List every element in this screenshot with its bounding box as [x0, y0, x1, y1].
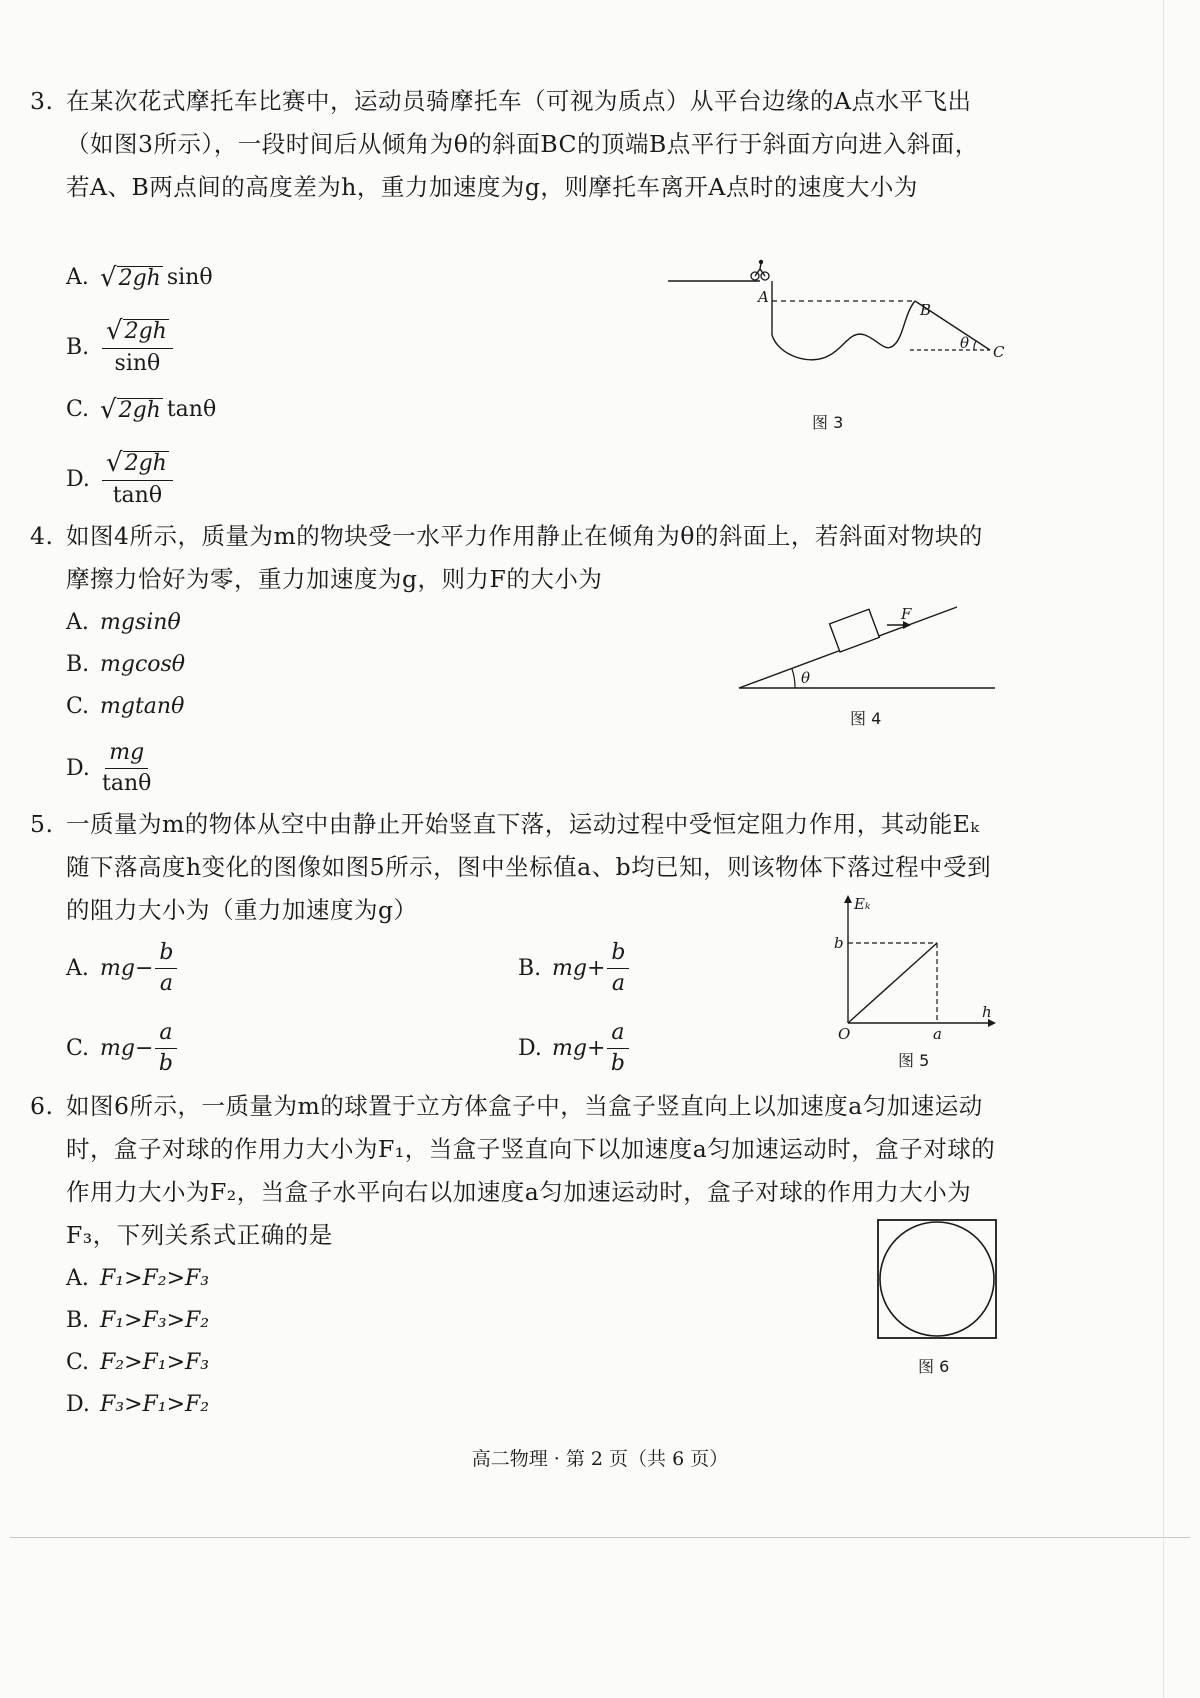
fraction: $\frac{b}{a}$ [155, 940, 177, 997]
fraction: √ 2gh sinθ [102, 318, 173, 377]
figure-5-graph [820, 893, 1000, 1043]
ek-line [848, 943, 937, 1023]
option-c: C. mg− $\frac{a}{b}$ [66, 1020, 179, 1077]
option-b: B. mg+ $\frac{b}{a}$ [518, 940, 631, 997]
fraction: √ 2gh tanθ [102, 450, 173, 509]
question-stem: 如图4所示，质量为m的物块受一水平力作用静止在倾角为θ的斜面上，若斜面对物块的摩擦力恰好为零，重力加速度为g，则力F的大小为 [66, 522, 983, 593]
option-c: C. √ 2gh tanθ [66, 395, 217, 425]
terrain-curve [772, 281, 915, 360]
question-3 [30, 80, 1000, 209]
figure-4-diagram [735, 595, 1005, 695]
fraction: $\frac{mg}{\tan\theta}$ [102, 740, 152, 796]
question-stem: 一质量为m的物体从空中由静止开始竖直下落，运动过程中受恒定阻力作用，其动能Eₖ随下落高度h变化的图像如图5所示，图中坐标值a、b均已知，则该物体下落过程中受到的阻力大小为（重力加速度为g） [66, 810, 992, 924]
figure-6-caption: 图 6 [918, 1357, 950, 1376]
fraction: $\frac{a}{b}$ [155, 1020, 176, 1077]
option-d: D. $\frac{mg}{\tan\theta}$ [66, 740, 152, 796]
fraction: $\frac{a}{b}$ [607, 1020, 628, 1077]
question-stem: 如图6所示，一质量为m的球置于立方体盒子中，当盒子竖直向上以加速度a匀加速运动时，盒子对球的作用力大小为F₁，当盒子竖直向下以加速度a匀加速运动时，盒子对球的作用力大小为F₂，当盒子水平向右以加速度a匀加速运动时，盒子对球的作用力大小为F₃，下列关系式正确的是 [66, 1092, 996, 1249]
fraction: $\frac{b}{a}$ [607, 940, 629, 997]
ball [880, 1222, 994, 1336]
motorcycle-icon [751, 260, 769, 280]
y-axis-arrow-icon [844, 895, 852, 903]
y-axis-label: Eₖ [854, 895, 871, 913]
option-b: B. mgcosθ [66, 652, 186, 677]
point-a-label: A [758, 288, 769, 306]
option-b: B. F₁>F₃>F₂ [66, 1308, 210, 1333]
option-a: A. mgsinθ [66, 610, 181, 635]
figure-5-caption: 图 5 [898, 1051, 930, 1070]
figure-3-caption: 图 3 [812, 413, 844, 432]
option-c: C. F₂>F₁>F₃ [66, 1350, 210, 1375]
question-number: 4. [30, 522, 54, 550]
option-a: A. F₁>F₂>F₃ [66, 1266, 210, 1291]
question-number: 5. [30, 810, 54, 838]
option-d: D. mg+ $\frac{a}{b}$ [518, 1020, 631, 1077]
option-a: A. mg− $\frac{b}{a}$ [66, 940, 179, 997]
x-axis-label: h [982, 1003, 992, 1021]
question-4 [30, 515, 1000, 601]
scan-edge-line [10, 1537, 1190, 1538]
option-a: A. √ 2gh sinθ [66, 263, 213, 293]
theta-label: θ [960, 334, 970, 352]
block [830, 609, 880, 652]
option-d: D. F₃>F₁>F₂ [66, 1392, 210, 1417]
scan-right-edge [1163, 0, 1164, 1698]
force-label: F [901, 605, 912, 623]
question-stem: 在某次花式摩托车比赛中，运动员骑摩托车（可视为质点）从平台边缘的A点水平飞出（如图3所示），一段时间后从倾角为θ的斜面BC的顶端B点平行于斜面方向进入斜面，若A、B两点间的高度差为h，重力加速度为g，则摩托车离开A点时的速度大小为 [66, 87, 979, 201]
figure-6-diagram [876, 1218, 1000, 1342]
figure-3-diagram [660, 255, 1005, 405]
tick-a-label: a [933, 1025, 942, 1043]
point-c-label: C [993, 343, 1005, 361]
theta-label: θ [801, 669, 811, 687]
point-b-label: B [920, 301, 932, 319]
figure-4-caption: 图 4 [850, 709, 882, 728]
origin-label: O [838, 1025, 851, 1043]
option-b: B. √ 2gh sinθ [66, 318, 175, 377]
tick-b-label: b [834, 934, 844, 952]
option-c: C. mgtanθ [66, 694, 185, 719]
page-footer: 高二物理 · 第 2 页（共 6 页） [471, 1448, 729, 1470]
question-number: 3. [30, 87, 54, 115]
question-number: 6. [30, 1092, 54, 1120]
option-d: D. √ 2gh tanθ [66, 450, 175, 509]
question-6 [30, 1085, 1000, 1257]
cube-box [878, 1220, 996, 1338]
